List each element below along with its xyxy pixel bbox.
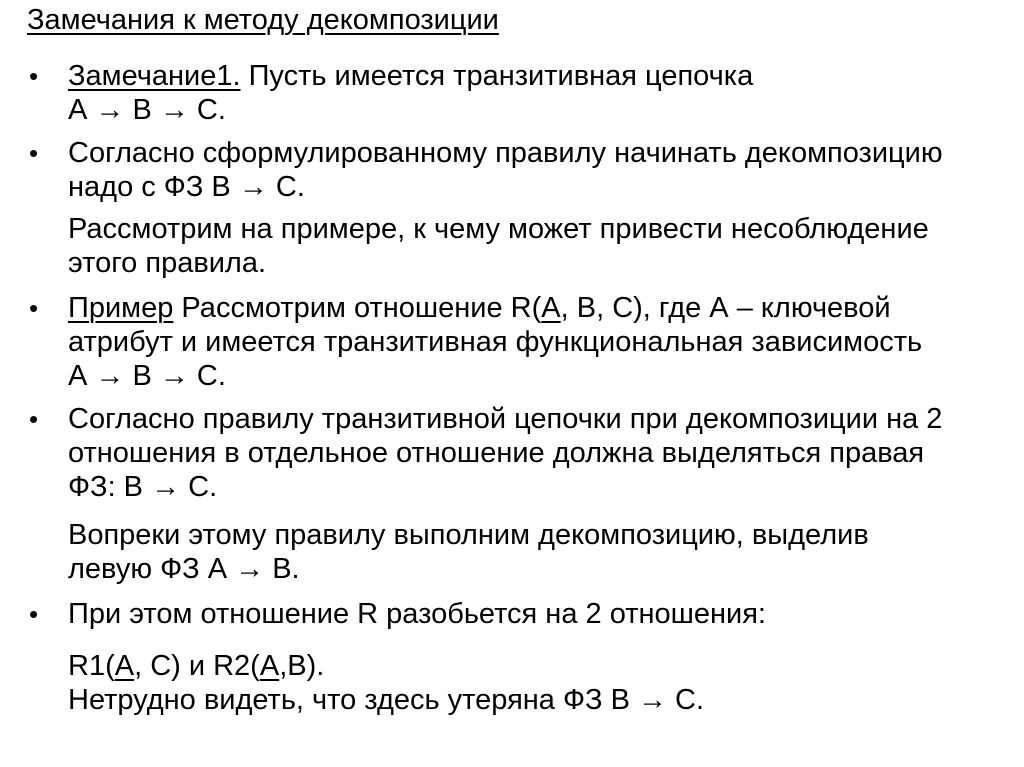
contrary-paragraph — [68, 518, 869, 586]
contrary-line-2: левую ФЗ А → В. — [68, 553, 300, 585]
remark-1-line-2: А → В → С. — [68, 94, 226, 126]
bullet-marker: • — [29, 138, 39, 168]
example-line-3: А → В → С. — [68, 360, 226, 392]
example-line-1: Пример Рассмотрим отношение R(А, В, С), где А – ключевой — [68, 292, 891, 324]
key-attribute: А — [114, 650, 135, 682]
bullet-marker: • — [29, 404, 39, 434]
result-paragraph — [68, 649, 704, 717]
transitive-line-2: отношения в отдельное отношение должна выделяться правая — [68, 437, 925, 469]
result-line-1: R1(А, С) и R2(А,В). — [68, 650, 325, 682]
split-paragraph — [68, 597, 766, 631]
transitive-line-3: ФЗ: В → С. — [68, 471, 218, 503]
remark-1-lead: Замечание1. — [68, 60, 241, 92]
transitive-rule-paragraph — [68, 402, 942, 504]
rule-paragraph — [68, 136, 943, 204]
example-lead: Пример — [68, 292, 174, 324]
key-attribute: А — [541, 292, 561, 324]
bullet-marker: • — [29, 293, 39, 323]
example-line-2: атрибут и имеется транзитивная функциональная зависимость — [68, 326, 923, 358]
consider-line-2: этого правила. — [68, 247, 267, 279]
bullet-marker: • — [29, 599, 39, 629]
example-paragraph — [68, 291, 922, 393]
consider-line-1: Рассмотрим на примере, к чему может привести несоблюдение — [68, 213, 929, 245]
key-attribute: А — [259, 650, 280, 682]
rule-line-2: надо с ФЗ В → С. — [68, 171, 305, 203]
remark-1-text: Пусть имеется транзитивная цепочка — [240, 60, 754, 92]
bullet-marker: • — [29, 61, 39, 91]
remark-1-line-1 — [68, 59, 753, 93]
split-line-1: При этом отношение R разобьется на 2 отношения: — [68, 598, 766, 630]
remark-1 — [68, 59, 753, 127]
contrary-line-1: Вопреки этому правилу выполним декомпозицию, выделив — [68, 519, 869, 551]
transitive-line-1: Согласно правилу транзитивной цепочки при декомпозиции на 2 — [68, 403, 943, 435]
slide-title: Замечания к методу декомпозиции — [27, 4, 499, 36]
result-line-2: Нетрудно видеть, что здесь утеряна ФЗ В → С. — [68, 684, 705, 716]
consider-paragraph — [68, 212, 929, 280]
rule-line-1: Согласно сформулированному правилу начинать декомпозицию — [68, 137, 943, 169]
